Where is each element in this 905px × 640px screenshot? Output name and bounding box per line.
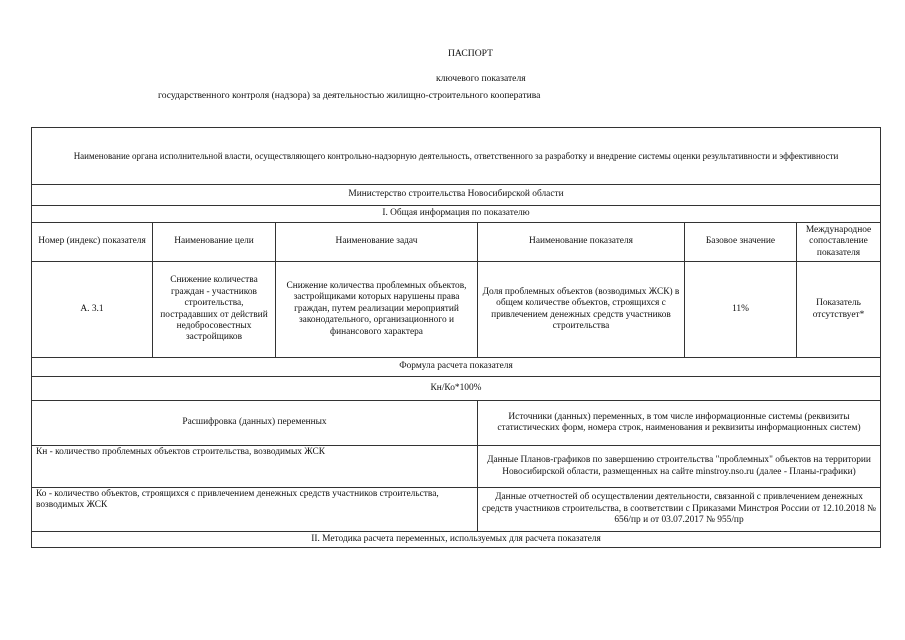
section1-title-cell: I. Общая информация по показателю	[32, 206, 881, 223]
indicator-data-row	[32, 262, 881, 358]
cell-tasks: Снижение количества проблемных объектов, застройщиками которых нарушены права граждан, путем реализации мероприятий законодательного, организационного и финансового характера	[276, 262, 478, 358]
variable-source-cell: Данные Планов-графиков по завершению строительства "проблемных" объектов на территории Новосибирской области, размещенных на сайте minstroy.nso.ru (далее - Планы-графики)	[478, 446, 881, 488]
header-index: Номер (индекс) показателя	[32, 223, 153, 262]
variables-decoding-header: Расшифровка (данных) переменных	[32, 401, 478, 446]
cell-index: А. 3.1	[32, 262, 153, 358]
section2-title-row	[32, 532, 881, 548]
formula-title-row	[32, 358, 881, 377]
authority-label-cell: Наименование органа исполнительной власти, осуществляющего контрольно-надзорную деятельность, ответственного за разработку и внедрение системы оценки результативности и эффективности	[32, 128, 881, 185]
header-base-value: Базовое значение	[685, 223, 797, 262]
header-international: Международное сопоставление показателя	[797, 223, 881, 262]
variables-header-row	[32, 401, 881, 446]
indicator-header-row	[32, 223, 881, 262]
passport-table	[31, 127, 881, 548]
authority-label-row	[32, 128, 881, 185]
section1-title-row	[32, 206, 881, 223]
variable-row	[32, 446, 881, 488]
variable-name-cell: Ко - количество объектов, строящихся с привлечением денежных средств участников строительства, возводимых ЖСК	[32, 488, 478, 532]
header-goal: Наименование цели	[153, 223, 276, 262]
cell-base-value: 11%	[685, 262, 797, 358]
cell-international: Показатель отсутствует*	[797, 262, 881, 358]
header-tasks: Наименование задач	[276, 223, 478, 262]
document-subtitle-line1: ключевого показателя	[436, 73, 526, 84]
variable-name-cell: Кн - количество проблемных объектов строительства, возводимых ЖСК	[32, 446, 478, 488]
formula-cell: Кн/Ко*100%	[32, 377, 881, 401]
variable-source-cell: Данные отчетностей об осуществлении деятельности, связанной с привлечением денежных средств участников строительства, в соответствии с Приказами Минстроя России от 12.10.2018 № 656/пр и от 03.07.2017 № 955/пр	[478, 488, 881, 532]
authority-name-row	[32, 185, 881, 206]
variables-sources-header: Источники (данных) переменных, в том числе информационные системы (реквизиты статистических форм, номера строк, наименования и реквизиты информационных систем)	[478, 401, 881, 446]
authority-name-cell: Министерство строительства Новосибирской области	[32, 185, 881, 206]
cell-indicator: Доля проблемных объектов (возводимых ЖСК) в общем количестве объектов, строящихся с привлечением денежных средств участников строительства	[478, 262, 685, 358]
document-subtitle-line2: государственного контроля (надзора) за деятельностью жилищно-строительного кооператива	[158, 90, 541, 101]
document-title: ПАСПОРТ	[448, 48, 493, 59]
header-indicator: Наименование показателя	[478, 223, 685, 262]
variable-row	[32, 488, 881, 532]
formula-title-cell: Формула расчета показателя	[32, 358, 881, 377]
section2-title-cell: II. Методика расчета переменных, используемых для расчета показателя	[32, 532, 881, 548]
formula-row	[32, 377, 881, 401]
cell-goal: Снижение количества граждан - участников строительства, пострадавших от действий недобросовестных застройщиков	[153, 262, 276, 358]
